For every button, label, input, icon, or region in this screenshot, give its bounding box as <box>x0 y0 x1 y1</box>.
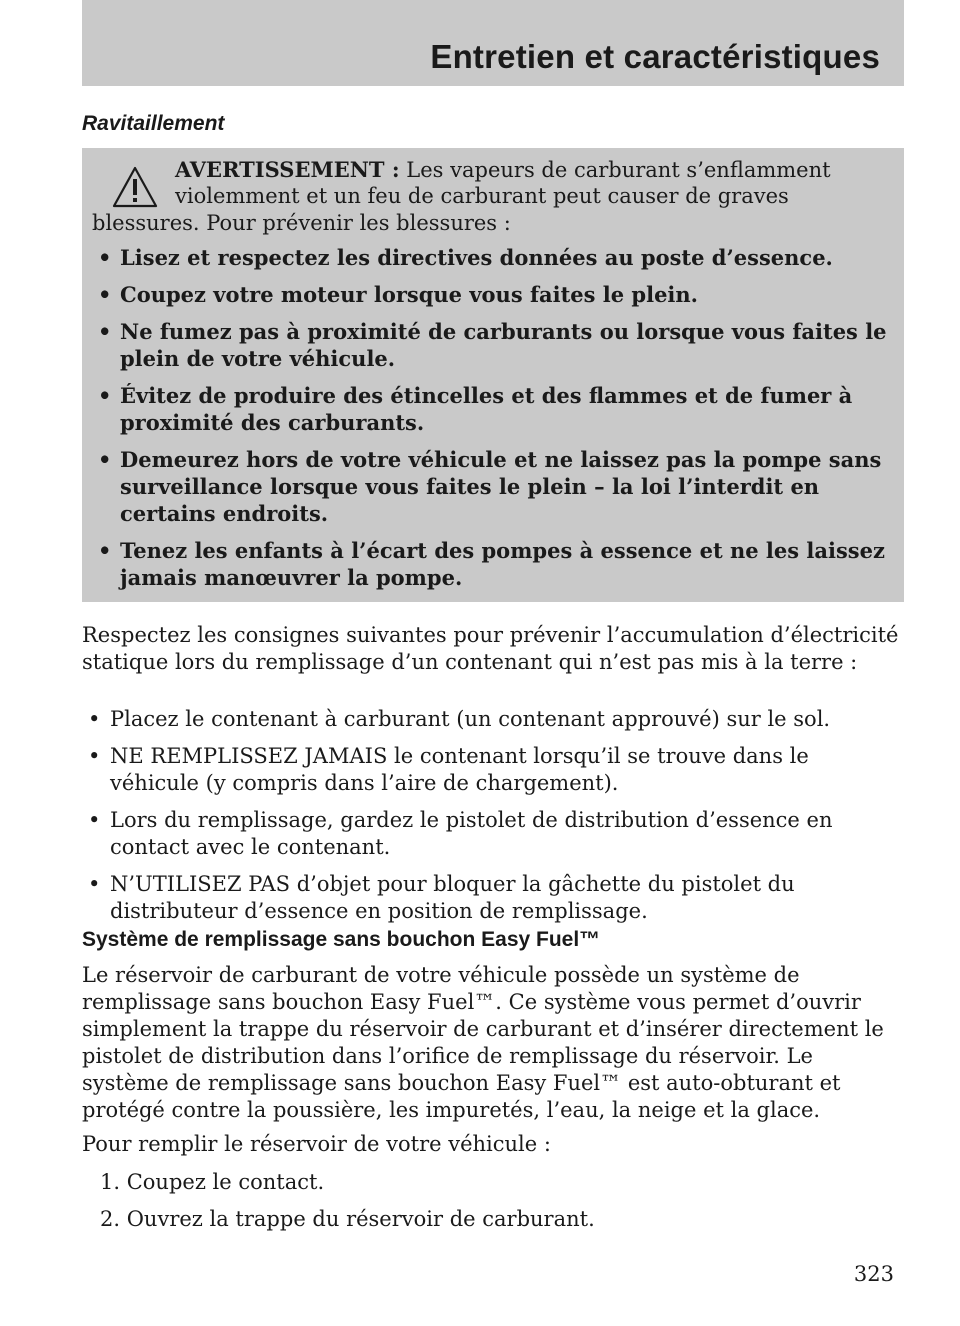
warning-item: • Ne fumez pas à proximité de carburants ou lorsque vous faites le plein de votre véhicule. <box>98 319 887 371</box>
bullet: • <box>98 282 112 307</box>
page-header <box>82 0 904 86</box>
list-item: • NE REMPLISSEZ JAMAIS le contenant lorsqu’il se trouve dans le véhicule (y compris dans l’aire de chargement). <box>88 744 809 795</box>
list-item: • Lors du remplissage, gardez le pistolet de distribution d’essence en contact avec le contenant. <box>88 808 833 859</box>
warning-text-1: Les vapeurs de carburant s’enflamment <box>399 158 831 182</box>
fill-intro: Pour remplir le réservoir de votre véhicule : <box>82 1132 551 1156</box>
step-item: 2. Ouvrez la trappe du réservoir de carburant. <box>100 1207 595 1231</box>
static-intro: Respectez les consignes suivantes pour prévenir l’accumulation d’électricité statique lors du remplissage d’un contenant qui n’est pas mis à la terre : <box>82 623 899 674</box>
bullet: • <box>98 383 112 408</box>
page-title: Entretien et caractéristiques <box>430 38 880 75</box>
bullet: • <box>98 538 112 563</box>
bullet: • <box>98 319 112 344</box>
bullet: • <box>88 707 101 731</box>
warning-text-3: blessures. Pour prévenir les blessures : <box>92 211 511 235</box>
bullet: • <box>88 744 101 768</box>
warning-list <box>92 244 902 601</box>
warning-item: • Évitez de produire des étincelles et des flammes et de fumer à proximité des carburants. <box>98 383 853 435</box>
warning-text-2: violemment et un feu de carburant peut causer de graves <box>175 184 789 208</box>
page-number: 323 <box>853 1262 894 1286</box>
list-item: • N’UTILISEZ PAS d’objet pour bloquer la gâchette du pistolet du distributeur d’essence en position de remplissage. <box>88 872 795 923</box>
list-item: • Placez le contenant à carburant (un contenant approuvé) sur le sol. <box>88 707 831 731</box>
warning-label: AVERTISSEMENT : <box>175 157 400 182</box>
warning-item: • Tenez les enfants à l’écart des pompes à essence et ne les laissez jamais manœuvrer la pompe. <box>98 538 885 590</box>
step-item: 1. Coupez le contact. <box>100 1170 325 1194</box>
bullet: • <box>98 447 112 472</box>
warning-item: • Demeurez hors de votre véhicule et ne laissez pas la pompe sans surveillance lorsque vous faites le plein – la loi l’interdit en certains endroits. <box>98 447 882 526</box>
bullet: • <box>98 245 112 270</box>
warning-heading <box>175 156 831 184</box>
section-heading-refuel: Ravitaillement <box>82 112 225 135</box>
bullet: • <box>88 808 101 832</box>
easy-fuel-paragraph: Le réservoir de carburant de votre véhicule possède un système de remplissage sans bouchon Easy Fuel™. Ce système vous permet d’ouvrir simplement la trappe du réservoir de carburant et d’insérer directement le pistolet de distribution dans l’orifice de remplissage du réservoir. Le système de remplissage sans bouchon Easy Fuel™ est auto-obturant et protégé contre la poussière, les impuretés, l’eau, la neige et la glace. <box>82 963 884 1122</box>
warning-item: • Coupez votre moteur lorsque vous faites le plein. <box>98 282 698 307</box>
warning-item: • Lisez et respectez les directives données au poste d’essence. <box>98 245 833 270</box>
bullet: • <box>88 872 101 896</box>
section-heading-easy-fuel: Système de remplissage sans bouchon Easy Fuel™ <box>82 928 601 951</box>
static-list <box>82 706 902 935</box>
warning-triangle-icon <box>112 166 158 208</box>
warning-box <box>82 148 904 602</box>
steps-list <box>100 1169 595 1243</box>
